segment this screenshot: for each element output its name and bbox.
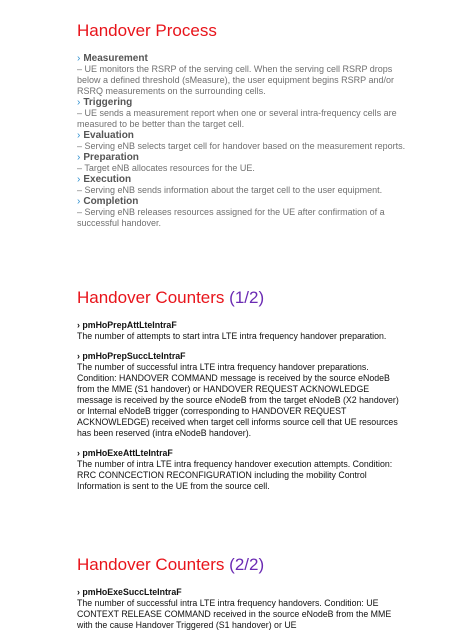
phase-name: Preparation: [83, 152, 139, 163]
phase-description: – Serving eNB selects target cell for handover based on the measurement reports.: [77, 141, 406, 151]
slide-title: [77, 555, 264, 575]
phase-description: – UE monitors the RSRP of the serving cell. When the serving cell RSRP drops below a defined threshold (sMeasure), the user equipment begins RSRP and/or RSRQ measurements on the surrounding cells.: [77, 64, 395, 96]
phase-name: Completion: [83, 196, 139, 207]
phase-name: Measurement: [83, 53, 148, 64]
counter-name: › pmHoExeSuccLteIntraF: [77, 587, 182, 597]
counter-description: The number of intra LTE intra frequency handover execution attempts. Condition: RRC CONNCECTION RECONFIGURATION including the mobility Control Information is sent to the UE from the source cell.: [77, 459, 393, 491]
slide-title: Handover Process: [77, 21, 217, 40]
counter-name: › pmHoPrepSuccLteIntraF: [77, 351, 186, 361]
counter-item: [77, 448, 407, 492]
title-text: Handover Counters: [77, 555, 225, 574]
arrow-bullet-icon: ›: [77, 130, 81, 141]
phase-item: [77, 152, 407, 174]
phase-item: [77, 196, 407, 229]
counter-description: The number of successful intra LTE intra frequency handovers. Condition: UE CONTEXT RELEASE COMMAND received in the source eNodeB from the MME with the cause Handover Triggered (S1 handover) or UE: [77, 598, 392, 630]
slide-handover-process: [0, 0, 474, 260]
phase-name: Evaluation: [83, 130, 134, 141]
slide-handover-counters-2: [0, 545, 474, 632]
phase-name: Triggering: [83, 97, 133, 108]
counter-list: [77, 587, 407, 640]
phase-name: Execution: [83, 174, 132, 185]
arrow-bullet-icon: ›: [77, 97, 81, 108]
counter-item: [77, 351, 407, 439]
page-fraction: (1/2): [229, 288, 265, 307]
phase-item: [77, 97, 407, 130]
arrow-bullet-icon: ›: [77, 53, 81, 64]
counter-description: The number of attempts to start intra LTE intra frequency handover preparation.: [77, 331, 387, 341]
phase-description: – UE sends a measurement report when one or several intra-frequency cells are measured to be better than the target cell.: [77, 108, 397, 129]
page-fraction: (2/2): [229, 555, 265, 574]
phase-description: – Serving eNB sends information about the target cell to the user equipment.: [77, 185, 383, 195]
counter-name: › pmHoExeAttLteIntraF: [77, 448, 173, 458]
phase-item: [77, 174, 407, 196]
arrow-bullet-icon: ›: [77, 196, 81, 207]
counter-item: [77, 320, 407, 342]
counter-list: [77, 320, 407, 501]
counter-item: [77, 587, 407, 631]
title-text: Handover Counters: [77, 288, 225, 307]
arrow-bullet-icon: ›: [77, 174, 81, 185]
phase-item: [77, 130, 407, 152]
phase-item: [77, 53, 407, 97]
phase-description: – Target eNB allocates resources for the UE.: [77, 163, 255, 173]
counter-description: The number of successful intra LTE intra frequency handover preparations. Condition: HANDOVER COMMAND message is received by the source eNodeB from the MME (S1 handover) or HANDOVER REQUEST ACKNOWLEDGE message is received by the source eNodeB from the target eNodeB (X2 handover) or Internal eNodeB trigger (corresponding to HANDOVER REQUEST ACKNOWLEDGE) received when target cell informs source cell that UE resources has been reserved (intra eNodeB handover).: [77, 362, 399, 438]
arrow-bullet-icon: ›: [77, 152, 81, 163]
phase-description: – Serving eNB releases resources assigned for the UE after confirmation of a successful handover.: [77, 207, 385, 228]
slide-handover-counters-1: [0, 260, 474, 545]
process-phase-list: [77, 53, 407, 229]
counter-name: › pmHoPrepAttLteIntraF: [77, 320, 177, 330]
slide-title: [77, 288, 264, 308]
